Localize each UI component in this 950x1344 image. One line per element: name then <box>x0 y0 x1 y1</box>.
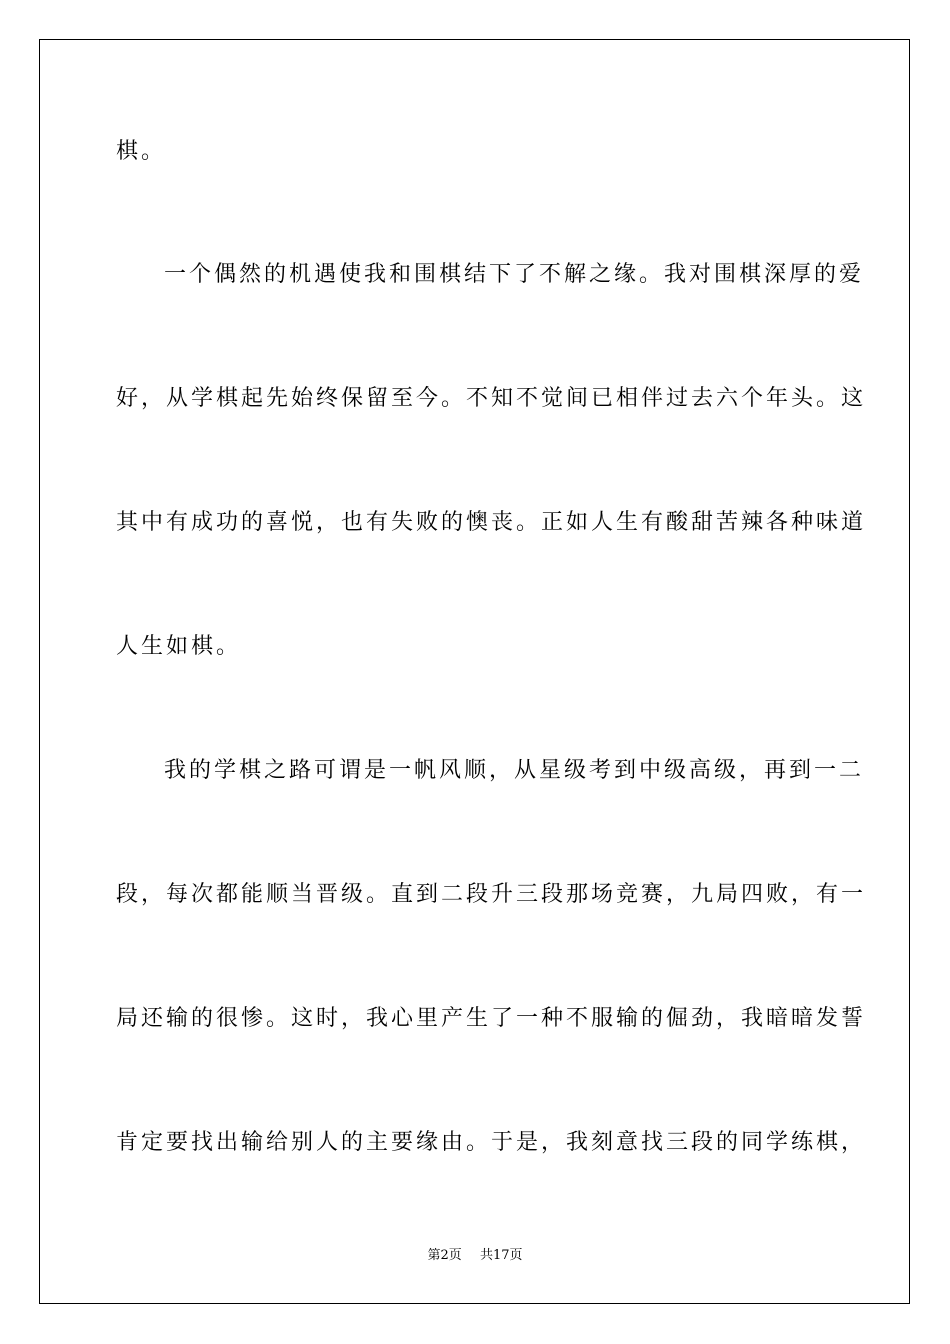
page-number: 第2页 <box>427 1248 462 1263</box>
text-line-2: 一个偶然的机遇使我和围棋结下了不解之缘。我对围棋深厚的爱 <box>164 262 865 287</box>
text-line-4: 其中有成功的喜悦，也有失败的懊丧。正如人生有酸甜苦辣各种味道 <box>116 510 867 535</box>
text-line-7: 段，每次都能顺当晋级。直到二段升三段那场竞赛，九局四败，有一 <box>116 882 867 907</box>
text-line-9: 肯定要找出输给别人的主要缘由。于是，我刻意找三段的同学练棋， <box>116 1130 867 1155</box>
page-border <box>39 39 910 1304</box>
text-line-5: 人生如棋。 <box>116 634 242 659</box>
page-total: 共17页 <box>479 1248 523 1263</box>
text-line-3: 好，从学棋起先始终保留至今。不知不觉间已相伴过去六个年头。这 <box>116 386 867 411</box>
text-line-8: 局还输的很惨。这时，我心里产生了一种不服输的倔劲，我暗暗发誓 <box>116 1006 867 1031</box>
text-line-1: 棋。 <box>116 139 167 164</box>
text-line-6: 我的学棋之路可谓是一帆风顺，从星级考到中级高级，再到一二 <box>164 758 865 783</box>
page-footer <box>0 1247 950 1265</box>
